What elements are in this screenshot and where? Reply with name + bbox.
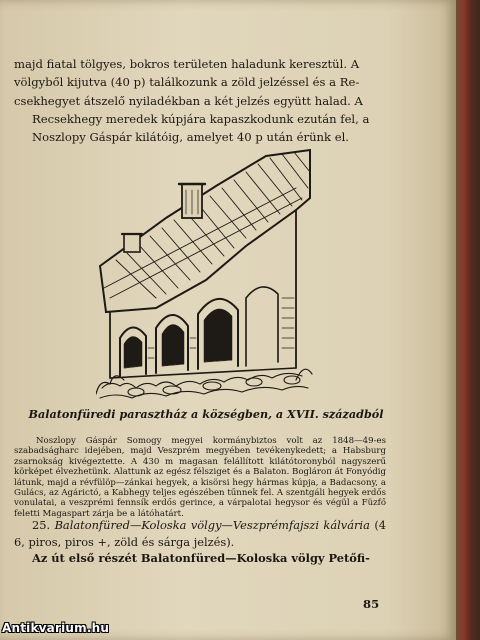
route-25-section — [14, 517, 386, 567]
route-markers: (4 6, piros, piros +, zöld és sárga jelzés). — [14, 518, 387, 549]
route-continuation: Az út első részét Balatonfüred—Koloska völgy Petőfi- — [32, 551, 370, 565]
page-number: 85 — [363, 597, 380, 611]
route-heading — [14, 517, 386, 550]
watermark-text: Antikvarium.hu — [2, 621, 110, 635]
text-line: majd fiatal tölgyes, bokros területen haladunk keresztül. A — [14, 57, 360, 71]
text-line: csekhegyet átszelő nyiladékban a két jelzés együtt halad. A — [14, 93, 363, 108]
route-title: Balatonfüred—Koloska völgy—Veszprémfajszi kálvária — [54, 518, 370, 532]
farmhouse-illustration — [96, 148, 314, 404]
text-line: völgyből kijutva (40 p) találkozunk a zöld jelzéssel és a Re- — [14, 75, 360, 90]
text-line: Noszlopy Gáspár kilátóig, amelyet 40 p után érünk el. — [32, 130, 349, 145]
route-number: 25. — [32, 518, 51, 532]
text-line: Recsekhegy meredek kúpjára kapaszkodunk ezután fel, a — [32, 111, 370, 126]
paragraph-noszlopy-history: Noszlopy Gáspár Somogy megyei kormánybiztos volt az 1848—49-es szabadságharc idejében, majd Veszprém megyében tevékenykedett; a Habsburg zsarnokság kivégeztette. A 430 m magasan felállított kilátótoronyból nagyszerű körképet élvezhetünk. Alattunk az egész félsziget és a Balaton. Boglároп át Fonyódig látunk, majd a révfülöp—zánkai hegyek, a kisörsi hegy hármas kúpja, a Badacsony, a Gulács, az Agárictó, a Kabhegy teljes egészében tűnnek fel. A szentgáli hegyek erdős vonulatai, a veszprémi fennsík erdős gerince, a várpalotai hegysor és végül a Füzfő feletti Magaspart zárja be a látóhatárt. — [14, 436, 386, 519]
farmhouse-sketch-icon — [96, 148, 314, 404]
paragraph-route-description — [14, 55, 386, 146]
figure-caption: Balatonfüredi parasztház a községben, a XVII. századból — [28, 407, 384, 421]
book-spine-edge — [456, 0, 480, 640]
